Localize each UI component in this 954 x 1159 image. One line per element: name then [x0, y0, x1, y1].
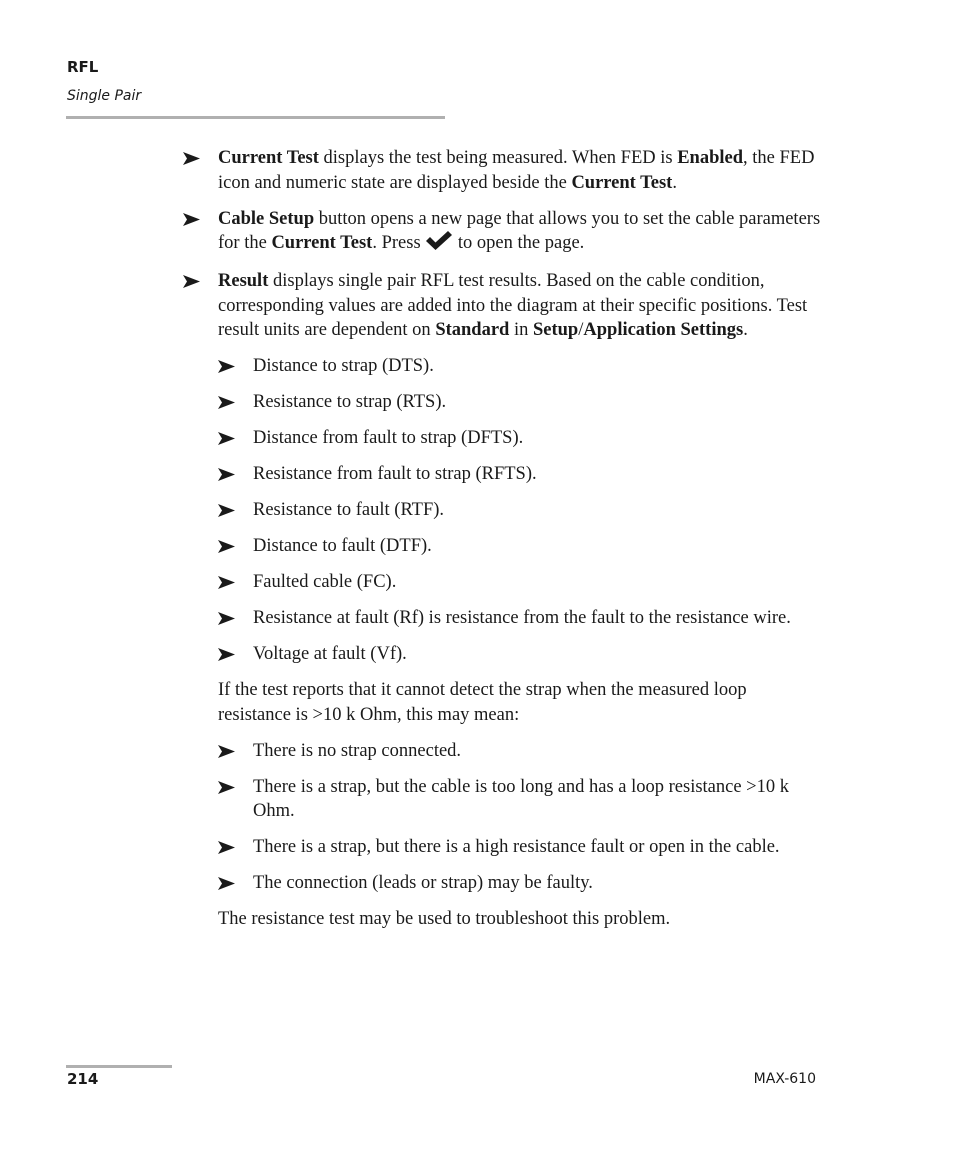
- bullet-arrow-icon: [218, 871, 253, 896]
- bullet-arrow-icon: [218, 354, 253, 379]
- bullet-current-test: [183, 146, 823, 195]
- result-list-item: Resistance from fault to strap (RFTS).: [218, 462, 823, 487]
- strap-list-item: There is no strap connected.: [218, 739, 823, 764]
- bullet-arrow-icon: [218, 606, 253, 631]
- result-list-item: Resistance at fault (Rf) is resistance from the fault to the resistance wire.: [218, 606, 823, 631]
- result-list-item: Distance to strap (DTS).: [218, 354, 823, 379]
- strap-list-item: The connection (leads or strap) may be faulty.: [218, 871, 823, 896]
- result-list-item: Resistance to fault (RTF).: [218, 498, 823, 523]
- bullet-arrow-icon: [183, 269, 218, 343]
- bullet-arrow-icon: [218, 462, 253, 487]
- result-list-item: Resistance to strap (RTS).: [218, 390, 823, 415]
- bullet-text: Result displays single pair RFL test results. Based on the cable condition, corresponding values are added into the diagram at their specific positions. Test result units are dependent on Standard in Setup/Application Settings.: [218, 271, 808, 340]
- bullet-arrow-icon: [218, 570, 253, 595]
- bullet-arrow-icon: [218, 390, 253, 415]
- bullet-result: [183, 269, 823, 343]
- result-list-item: Faulted cable (FC).: [218, 570, 823, 595]
- bullet-text: Cable Setup button opens a new page that allows you to set the cable parameters for the Current Test. Press to open the page.: [218, 207, 823, 258]
- bullet-arrow-icon: [183, 146, 218, 195]
- running-header-subtitle: Single Pair: [67, 88, 142, 104]
- footer-rule: [66, 1065, 172, 1068]
- strap-list-item: There is a strap, but there is a high resistance fault or open in the cable.: [218, 835, 823, 860]
- bullet-arrow-icon: [218, 642, 253, 667]
- bullet-arrow-icon: [218, 534, 253, 559]
- bullet-arrow-icon: [218, 426, 253, 451]
- checkmark-icon: [425, 231, 453, 258]
- bullet-arrow-icon: [218, 775, 253, 824]
- result-list-item: Distance to fault (DTF).: [218, 534, 823, 559]
- header-rule: [66, 116, 445, 119]
- closing-paragraph: The resistance test may be used to troubleshoot this problem.: [218, 909, 671, 929]
- bullet-arrow-icon: [218, 835, 253, 860]
- bullet-arrow-icon: [183, 207, 218, 258]
- result-list-item: Voltage at fault (Vf).: [218, 642, 823, 667]
- product-model: MAX-610: [753, 1071, 816, 1087]
- bullet-text: Current Test displays the test being measured. When FED is Enabled, the FED icon and numeric state are displayed beside the Current Test.: [218, 148, 815, 193]
- strap-list-item: There is a strap, but the cable is too long and has a loop resistance >10 k Ohm.: [218, 775, 823, 824]
- bullet-cable-setup: [183, 207, 823, 258]
- bullet-arrow-icon: [218, 739, 253, 764]
- bullet-arrow-icon: [218, 498, 253, 523]
- main-content: [183, 146, 823, 943]
- result-list-item: Distance from fault to strap (DFTS).: [218, 426, 823, 451]
- strap-intro-paragraph: If the test reports that it cannot detect the strap when the measured loop resistance is >10 k Ohm, this may mean:: [218, 680, 747, 725]
- page-number: 214: [67, 1070, 99, 1088]
- running-header-title: RFL: [67, 58, 99, 76]
